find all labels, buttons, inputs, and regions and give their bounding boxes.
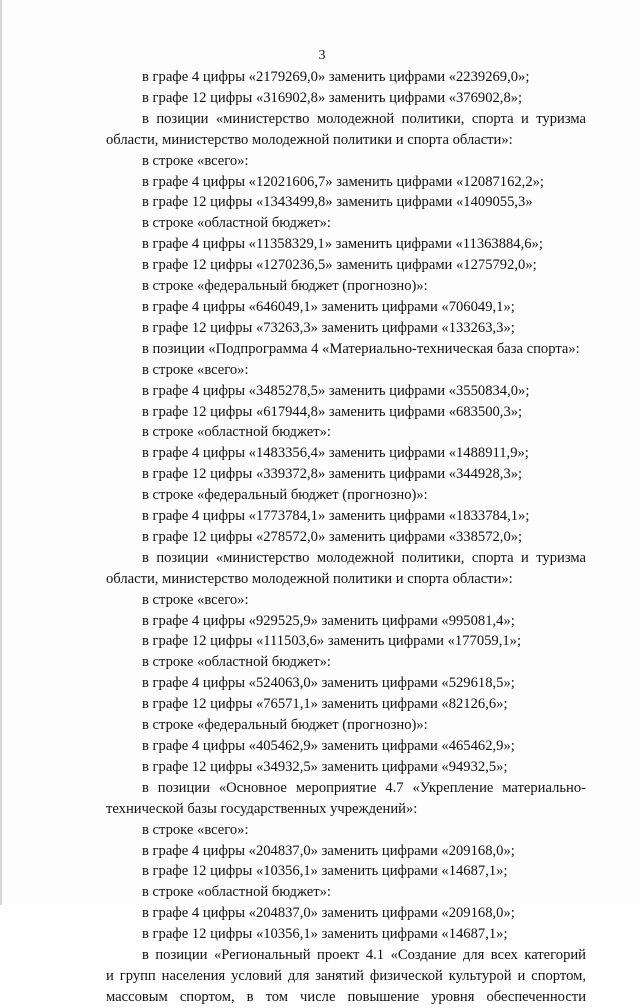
text-line: в графе 12 цифры «1343499,8» заменить цифрами «1409055,3»: [142, 194, 533, 211]
text-line: в строке «областной бюджет»:: [142, 215, 331, 232]
text-line: в графе 12 цифры «339372,8» заменить цифрами «344928,3»;: [142, 466, 523, 483]
text-line: в строке «всего»:: [142, 361, 249, 378]
text-line: в строке «всего»:: [142, 821, 249, 838]
text-line: в строке «областной бюджет»:: [142, 884, 331, 901]
text-line: в строке «федеральный бюджет (прогнозно)»:: [142, 278, 428, 295]
document-body: [106, 67, 586, 1008]
text-line: в графе 12 цифры «76571,1» заменить цифрами «82126,6»;: [142, 696, 508, 713]
text-line: в позиции «министерство молодежной политики, спорта и туризма: [142, 549, 586, 566]
text-line: в графе 12 цифры «10356,1» заменить цифрами «14687,1»;: [142, 863, 508, 880]
text-line: области, министерство молодежной политики и спорта области»:: [106, 570, 513, 587]
text-line: массовым спортом, в том числе повышение уровня обеспеченности: [106, 988, 586, 1005]
text-line: в позиции «министерство молодежной политики, спорта и туризма: [142, 110, 586, 127]
text-line: в графе 12 цифры «617944,8» заменить цифрами «683500,3»;: [142, 403, 523, 420]
text-line: в графе 4 цифры «11358329,1» заменить цифрами «11363884,6»;: [142, 236, 543, 253]
text-line: технической базы государственных учреждений»:: [106, 800, 418, 817]
text-line: в графе 4 цифры «1483356,4» заменить цифрами «1488911,9»;: [142, 445, 529, 462]
text-line: в строке «федеральный бюджет (прогнозно)»:: [142, 717, 428, 734]
text-line: в графе 4 цифры «646049,1» заменить цифрами «706049,1»;: [142, 298, 515, 315]
page-number: 3: [318, 48, 326, 63]
text-line: в графе 4 цифры «204837,0» заменить цифрами «209168,0»;: [142, 905, 515, 922]
text-line: в строке «всего»:: [142, 152, 249, 169]
text-line: в графе 4 цифры «2179269,0» заменить цифрами «2239269,0»;: [142, 69, 530, 85]
text-line: в позиции «Основное мероприятие 4.7 «Укрепление материально-: [142, 779, 586, 796]
text-line: в графе 4 цифры «1773784,1» заменить цифрами «1833784,1»;: [142, 508, 530, 525]
text-line: в графе 4 цифры «3485278,5» заменить цифрами «3550834,0»;: [142, 382, 530, 399]
text-line: в строке «федеральный бюджет (прогнозно)»:: [142, 487, 428, 504]
text-line: в графе 4 цифры «12021606,7» заменить цифрами «12087162,2»;: [142, 173, 544, 190]
text-line: в графе 4 цифры «405462,9» заменить цифрами «465462,9»;: [142, 738, 515, 754]
text-line: в графе 4 цифры «929525,9» заменить цифрами «995081,4»;: [142, 612, 515, 629]
text-line: в графе 12 цифры «34932,5» заменить цифрами «94932,5»;: [142, 758, 508, 775]
text-line: в строке «областной бюджет»:: [142, 654, 331, 671]
text-line: в графе 4 цифры «524063,0» заменить цифрами «529618,5»;: [142, 675, 515, 692]
text-line: в графе 12 цифры «111503,6» заменить цифрами «177059,1»;: [142, 633, 522, 650]
text-line: в строке «всего»:: [142, 591, 249, 608]
text-line: в графе 12 цифры «1270236,5» заменить цифрами «1275792,0»;: [142, 257, 537, 274]
text-line: в позиции «Подпрограмма 4 «Материально-техническая база спорта»:: [142, 340, 580, 357]
text-line: в графе 12 цифры «73263,3» заменить цифрами «133263,3»;: [142, 319, 515, 336]
text-line: в позиции «Региональный проект 4.1 «Создание для всех категорий: [142, 947, 586, 964]
text-line: в графе 12 цифры «278572,0» заменить цифрами «338572,0»;: [142, 528, 523, 545]
text-line: в строке «областной бюджет»:: [142, 424, 331, 441]
text-line: области, министерство молодежной политики и спорта области»:: [106, 131, 513, 148]
text-line: в графе 12 цифры «10356,1» заменить цифрами «14687,1»;: [142, 926, 508, 943]
text-line: и групп населения условий для занятий физической культурой и спортом,: [106, 967, 586, 984]
text-line: в графе 4 цифры «204837,0» заменить цифрами «209168,0»;: [142, 842, 515, 859]
text-line: в графе 12 цифры «316902,8» заменить цифрами «376902,8»;: [142, 89, 523, 106]
